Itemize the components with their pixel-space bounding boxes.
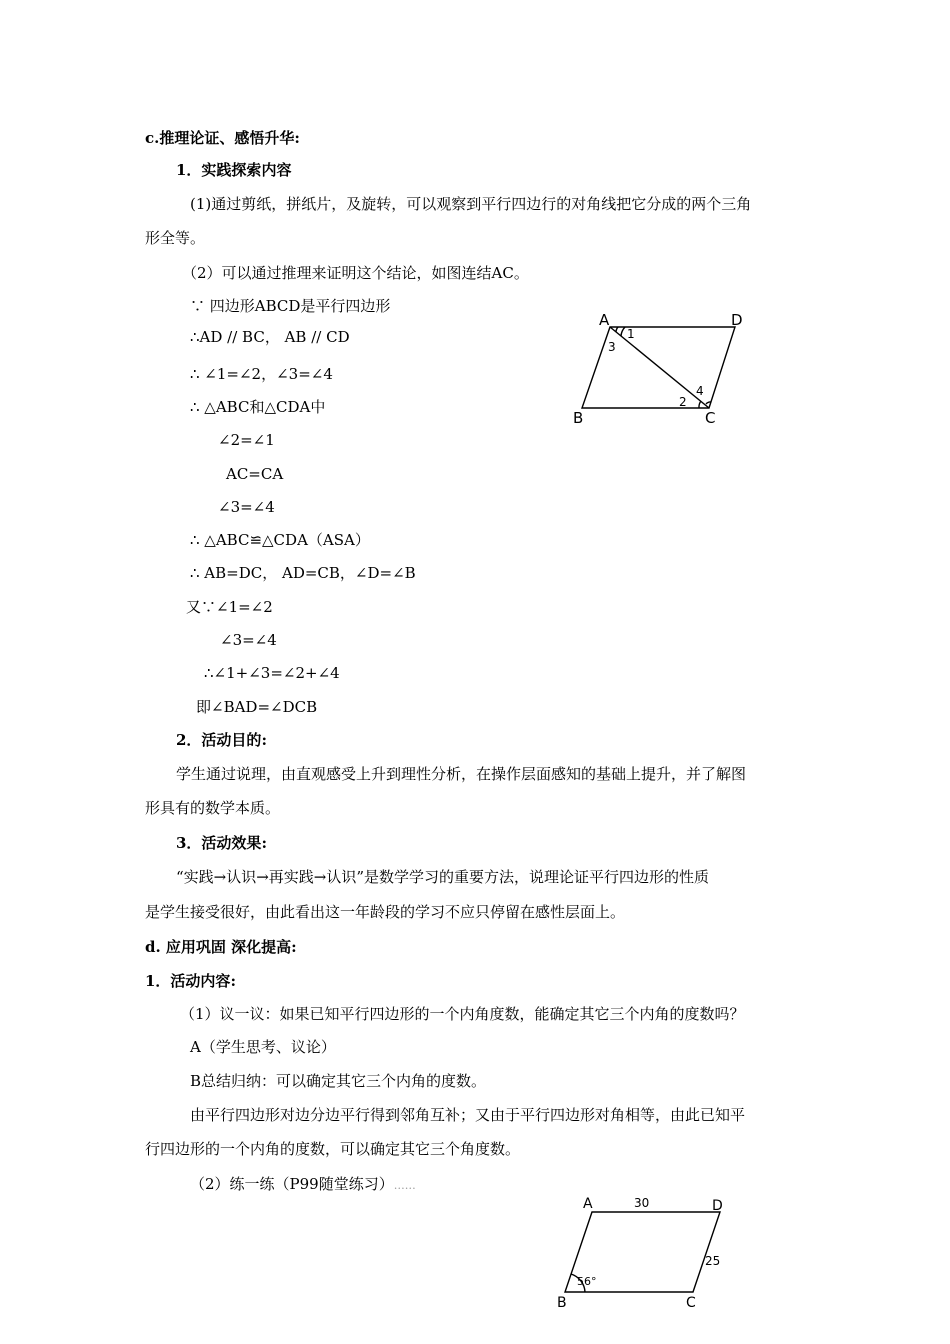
answer-b: B总结归纳：可以确定其它三个内角的度数。 xyxy=(190,1072,487,1090)
proof-line: ∴ △ABC和△CDA中 xyxy=(190,398,326,416)
parallelogram-diagonal-figure xyxy=(565,305,755,430)
proof-line: AC=CA xyxy=(226,465,284,483)
proof-line: 又∵∠1=∠2 xyxy=(186,598,273,616)
proof-line: ∴ ∠1=∠2，∠3=∠4 xyxy=(190,365,333,383)
diagonal-ac xyxy=(610,327,709,408)
section-d-item1-title: 1．活动内容: xyxy=(145,972,236,990)
section-d-heading: d. 应用巩固 深化提高: xyxy=(145,938,297,956)
angle-mark xyxy=(616,327,618,332)
side-label-ad: 30 xyxy=(634,1196,650,1210)
proof-line: ∠3=∠4 xyxy=(218,498,275,516)
proof-line: ∴ AB=DC， AD=CB，∠D=∠B xyxy=(190,564,416,582)
paragraph-2: （2）可以通过推理来证明这个结论，如图连结AC。 xyxy=(182,264,529,282)
proof-line: ∴AD // BC， AB // CD xyxy=(190,328,350,346)
vertex-label-a: A xyxy=(599,311,610,329)
item2-line-2: 形具有的数学本质。 xyxy=(145,799,281,817)
proof-line: ∵ 四边形ABCD是平行四边形 xyxy=(190,297,391,315)
vertex-label-d: D xyxy=(731,311,743,329)
angle-label-3: 3 xyxy=(608,340,616,354)
question-2-text: （2）练一练（P99随堂练习） xyxy=(190,1175,394,1193)
item2-line-1: 学生通过说理，由直观感受上升到理性分析，在操作层面感知的基础上提升，并了解图 xyxy=(176,765,747,783)
item3-line-1: “实践→认识→再实践→认识”是数学学习的重要方法，说理论证平行四边形的性质 xyxy=(176,868,710,886)
answer-a: A（学生思考、议论） xyxy=(190,1038,336,1056)
vertex-label-c: C xyxy=(705,409,716,427)
explanation-line-1: 由平行四边形对边分边平行得到邻角互补；又由于平行四边形对角相等，由此已知平 xyxy=(190,1106,746,1124)
section-c-item1-title: 1．实践探索内容 xyxy=(176,161,292,179)
section-c-heading: c.推理论证、感悟升华: xyxy=(145,129,300,147)
proof-line: ∠3=∠4 xyxy=(220,631,277,649)
side-label-dc: 25 xyxy=(705,1254,721,1268)
vertex-label-d: D xyxy=(712,1198,723,1214)
vertex-label-a: A xyxy=(583,1196,593,1212)
item3-line-2: 是学生接受很好，由此看出这一年龄段的学习不应只停留在感性层面上。 xyxy=(145,903,626,921)
vertex-label-c: C xyxy=(686,1295,696,1311)
paragraph-1-line-1: (1)通过剪纸，拼纸片，及旋转，可以观察到平行四边行的对角线把它分成的两个三角 xyxy=(190,195,752,213)
explanation-line-2: 行四边形的一个内角的度数，可以确定其它三个角度数。 xyxy=(145,1140,521,1158)
question-2 xyxy=(190,1174,416,1196)
angle-mark xyxy=(699,401,701,408)
angle-mark xyxy=(621,327,625,336)
vertex-label-b: B xyxy=(557,1295,567,1311)
parallelogram-measure-figure xyxy=(555,1190,735,1315)
proof-line: 即∠BAD=∠DCB xyxy=(196,698,318,716)
paragraph-1-line-2: 形全等。 xyxy=(145,229,206,247)
angle-label-b: 56° xyxy=(577,1275,597,1288)
proof-line: ∴ △ABC≌△CDA（ASA） xyxy=(190,531,370,549)
question-1: （1）议一议：如果已知平行四边形的一个内角度数，能确定其它三个内角的度数吗？ xyxy=(180,1005,745,1023)
proof-line: ∴∠1+∠3=∠2+∠4 xyxy=(204,664,340,682)
angle-label-1: 1 xyxy=(627,327,635,341)
angle-label-2: 2 xyxy=(679,395,687,409)
section-c-item3-title: 3．活动效果: xyxy=(176,834,267,852)
section-c-item2-title: 2．活动目的: xyxy=(176,731,267,749)
proof-line: ∠2=∠1 xyxy=(218,431,275,449)
vertex-label-b: B xyxy=(573,409,584,427)
question-2-dots: …… xyxy=(393,1179,416,1192)
angle-label-4: 4 xyxy=(696,384,704,398)
